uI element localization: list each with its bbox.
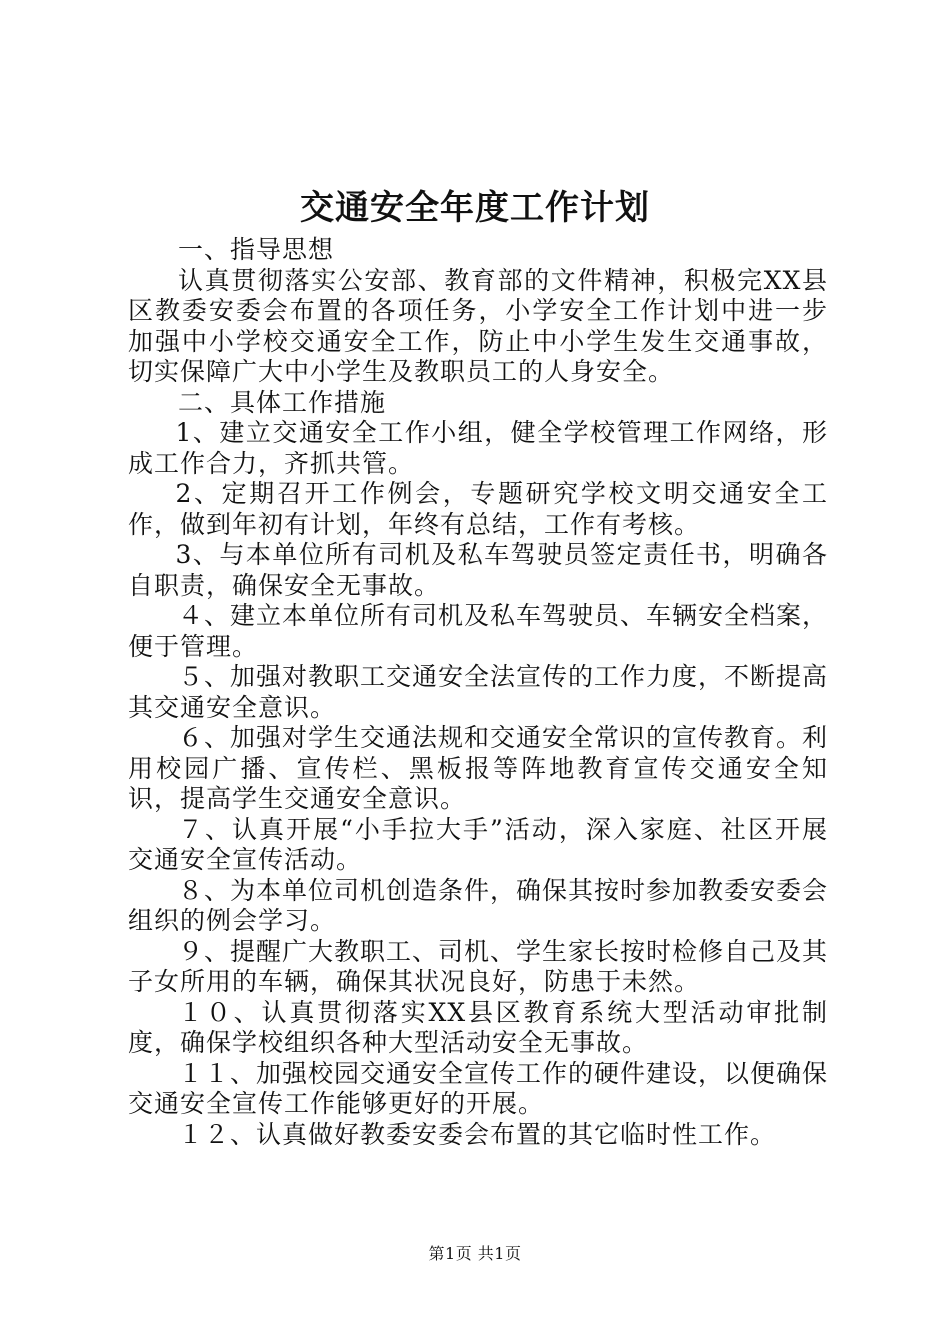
measure-item-5: ５、加强对教职工交通安全法宣传的工作力度，不断提高其交通安全意识。 [128,662,829,722]
measure-item-1: 1、建立交通安全工作小组，健全学校管理工作网络，形成工作合力，齐抓共管。 [128,418,828,478]
page-title: 交通安全年度工作计划 [300,188,650,228]
measure-item-2: 2、定期召开工作例会，专题研究学校文明交通安全工作，做到年初有计划，年终有总结，工作有考核。 [128,479,828,539]
paragraph-guiding-ideology: 认真贯彻落实公安部、教育部的文件精神，积极完XX县区教委安委会布置的各项任务，小学安全工作计划中进一步加强中小学校交通安全工作，防止中小学生发生交通事故，切实保障广大中小学生及教职员工的人身安全。 [128,265,828,386]
section-heading-guiding-ideology: 一、指导思想 [178,235,335,264]
measure-item-7: ７、认真开展“小手拉大手”活动，深入家庭、社区开展交通安全宣传活动。 [128,814,828,874]
document-body [128,235,828,1150]
measure-item-8: ８、为本单位司机创造条件，确保其按时参加教委安委会组织的例会学习。 [128,875,829,935]
page-number-footer: 第1页 共1页 [428,1244,522,1263]
measure-item-10: １０、认真贯彻落实XX县区教育系统大型活动审批制度，确保学校组织各种大型活动安全无事故。 [128,997,828,1057]
measure-item-11: １１、加强校园交通安全宣传工作的硬件建设，以便确保交通安全宣传工作能够更好的开展。 [128,1058,829,1118]
measure-item-4: ４、建立本单位所有司机及私车驾驶员、车辆安全档案，便于管理。 [128,601,829,661]
measure-item-6: ６、加强对学生交通法规和交通安全常识的宣传教育。利用校园广播、宣传栏、黑板报等阵地教育宣传交通安全知识，提高学生交通安全意识。 [128,723,829,813]
measure-item-9: ９、提醒广大教职工、司机、学生家长按时检修自己及其子女所用的车辆，确保其状况良好，防患于未然。 [128,936,829,996]
measure-item-12: １２、认真做好教委安委会布置的其它临时性工作。 [178,1119,777,1149]
section-heading-measures: 二、具体工作措施 [178,387,387,417]
measure-item-3: 3、与本单位所有司机及私车驾驶员签定责任书，明确各自职责，确保安全无事故。 [128,540,828,600]
